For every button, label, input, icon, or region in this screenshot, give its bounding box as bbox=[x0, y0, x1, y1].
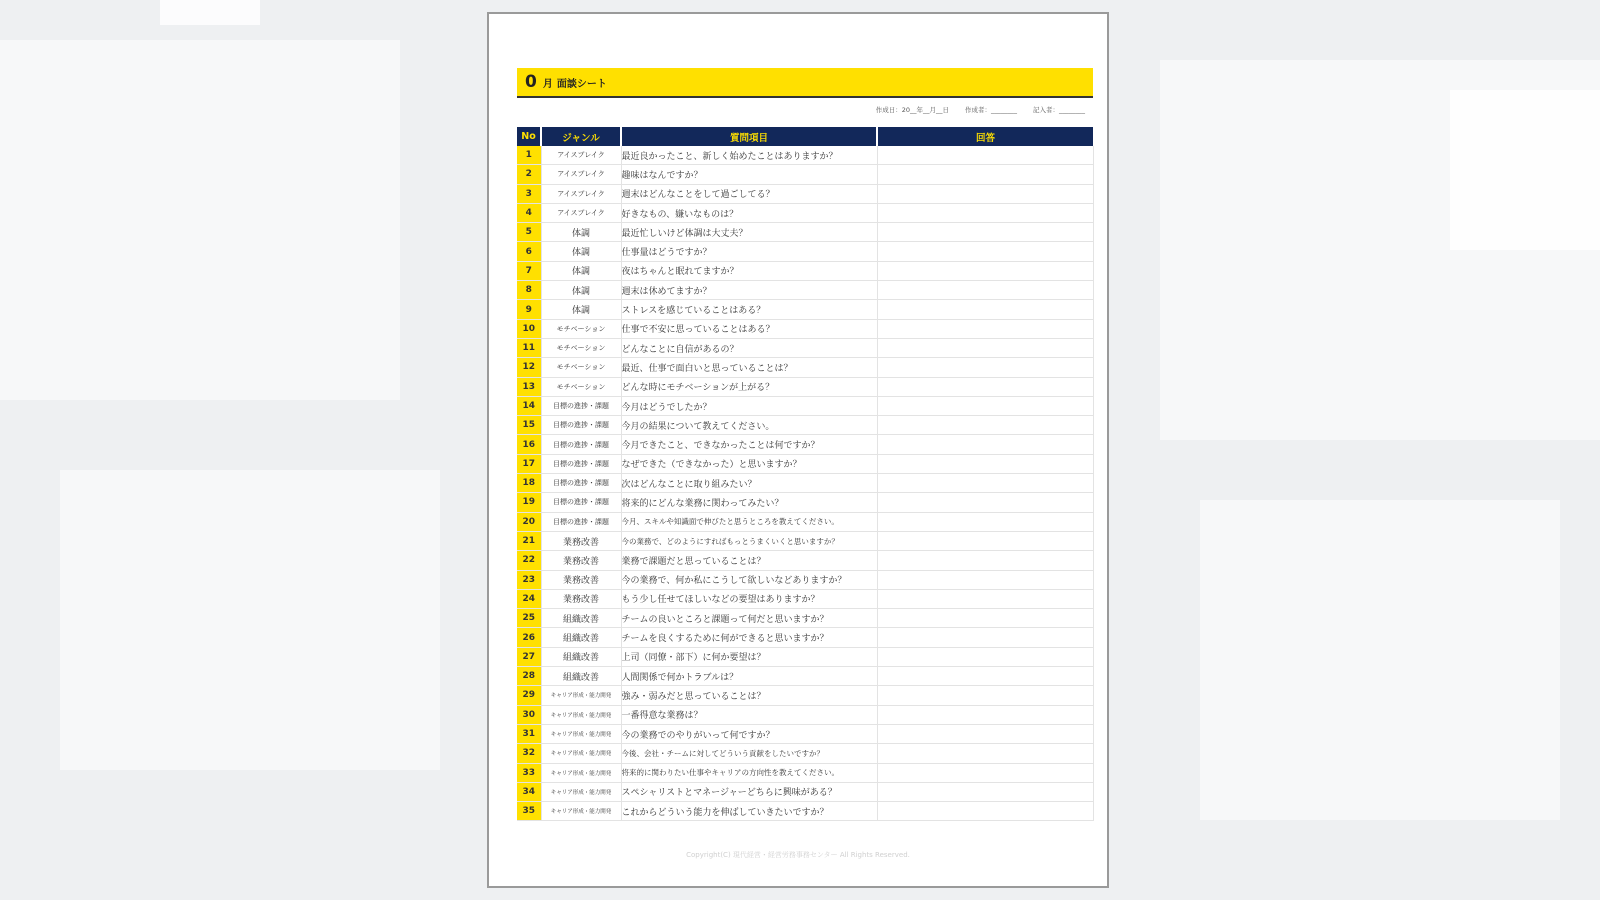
table-row bbox=[517, 686, 1093, 705]
row-genre: 体調 bbox=[541, 281, 621, 300]
row-genre: アイスブレイク bbox=[541, 146, 621, 165]
table-row bbox=[517, 184, 1093, 203]
row-question: 今の業務で、何か私にこうして欲しいなどありますか？ bbox=[621, 570, 877, 589]
table-row bbox=[517, 377, 1093, 396]
table-row bbox=[517, 570, 1093, 589]
answer-cell[interactable] bbox=[877, 435, 1093, 454]
page-title: 面談シート bbox=[556, 78, 607, 90]
row-genre: 業務改善 bbox=[541, 589, 621, 608]
answer-cell[interactable] bbox=[877, 589, 1093, 608]
row-number: 2 bbox=[517, 165, 541, 184]
row-number: 21 bbox=[517, 531, 541, 550]
row-question: 夜はちゃんと眠れてますか？ bbox=[621, 261, 877, 280]
row-question: 仕事量はどうですか？ bbox=[621, 242, 877, 261]
answer-cell[interactable] bbox=[877, 338, 1093, 357]
row-number: 17 bbox=[517, 454, 541, 473]
table-row bbox=[517, 300, 1093, 319]
row-question: 最近良かったこと、新しく始めたことはありますか？ bbox=[621, 146, 877, 165]
row-number: 30 bbox=[517, 705, 541, 724]
answer-cell[interactable] bbox=[877, 763, 1093, 782]
row-genre: モチベーション bbox=[541, 358, 621, 377]
row-question: 仕事で不安に思っていることはある？ bbox=[621, 319, 877, 338]
answer-cell[interactable] bbox=[877, 609, 1093, 628]
table-row bbox=[517, 203, 1093, 222]
row-number: 25 bbox=[517, 609, 541, 628]
row-number: 6 bbox=[517, 242, 541, 261]
row-question: 今月の結果について教えてください。 bbox=[621, 416, 877, 435]
answer-cell[interactable] bbox=[877, 802, 1093, 821]
answer-cell[interactable] bbox=[877, 705, 1093, 724]
row-number: 35 bbox=[517, 802, 541, 821]
table-row bbox=[517, 802, 1093, 821]
row-number: 28 bbox=[517, 667, 541, 686]
table-row bbox=[517, 146, 1093, 165]
row-number: 33 bbox=[517, 763, 541, 782]
answer-cell[interactable] bbox=[877, 686, 1093, 705]
row-question: 次はどんなことに取り組みたい？ bbox=[621, 474, 877, 493]
row-number: 4 bbox=[517, 203, 541, 222]
row-number: 12 bbox=[517, 358, 541, 377]
row-number: 27 bbox=[517, 647, 541, 666]
row-genre: 組織改善 bbox=[541, 609, 621, 628]
row-number: 14 bbox=[517, 396, 541, 415]
row-question: どんなことに自信があるの？ bbox=[621, 338, 877, 357]
row-genre: 組織改善 bbox=[541, 667, 621, 686]
row-number: 18 bbox=[517, 474, 541, 493]
row-question: もう少し任せてほしいなどの要望はありますか？ bbox=[621, 589, 877, 608]
row-genre: 目標の進捗・課題 bbox=[541, 512, 621, 531]
background-block bbox=[60, 470, 440, 770]
table-row bbox=[517, 242, 1093, 261]
background-block bbox=[1200, 500, 1560, 820]
table-row bbox=[517, 416, 1093, 435]
row-genre: 目標の進捗・課題 bbox=[541, 416, 621, 435]
row-question: チームの良いところと課題って何だと思いますか？ bbox=[621, 609, 877, 628]
row-question: 今月、スキルや知識面で伸びたと思うところを教えてください。 bbox=[621, 512, 877, 531]
answer-cell[interactable] bbox=[877, 281, 1093, 300]
answer-cell[interactable] bbox=[877, 146, 1093, 165]
table-row bbox=[517, 454, 1093, 473]
table-row bbox=[517, 223, 1093, 242]
row-number: 24 bbox=[517, 589, 541, 608]
row-number: 7 bbox=[517, 261, 541, 280]
row-question: 今月できたこと、できなかったことは何ですか？ bbox=[621, 435, 877, 454]
row-question: これからどういう能力を伸ばしていきたいですか？ bbox=[621, 802, 877, 821]
table-row bbox=[517, 589, 1093, 608]
table-row bbox=[517, 165, 1093, 184]
row-number: 13 bbox=[517, 377, 541, 396]
sheet-meta bbox=[876, 105, 1085, 114]
row-question: 人間関係で何かトラブルは？ bbox=[621, 667, 877, 686]
row-number: 31 bbox=[517, 724, 541, 743]
answer-cell[interactable] bbox=[877, 242, 1093, 261]
answer-cell[interactable] bbox=[877, 416, 1093, 435]
table-row bbox=[517, 338, 1093, 357]
background-block bbox=[0, 40, 400, 400]
row-question: 今後、会社・チームに対してどういう貢献をしたいですか？ bbox=[621, 744, 877, 763]
row-number: 10 bbox=[517, 319, 541, 338]
background-block bbox=[160, 0, 260, 25]
background-block bbox=[1450, 90, 1600, 250]
row-question: 将来的に関わりたい仕事やキャリアの方向性を教えてください。 bbox=[621, 763, 877, 782]
answer-cell[interactable] bbox=[877, 667, 1093, 686]
creator-field: 作成者：________ bbox=[965, 106, 1017, 114]
row-question: 今の業務で、どのようにすればもっとうまくいくと思いますか？ bbox=[621, 531, 877, 550]
row-genre: 体調 bbox=[541, 223, 621, 242]
row-genre: アイスブレイク bbox=[541, 203, 621, 222]
row-number: 15 bbox=[517, 416, 541, 435]
row-question: 業務で課題だと思っていることは？ bbox=[621, 551, 877, 570]
row-genre: 業務改善 bbox=[541, 531, 621, 550]
row-question: 上司（同僚・部下）に何か要望は？ bbox=[621, 647, 877, 666]
row-genre: キャリア形成・能力開発 bbox=[541, 802, 621, 821]
copyright-footer: Copyright(C) 現代経営・経営労務事務センター All Rights Reserved. bbox=[686, 851, 910, 859]
row-number: 23 bbox=[517, 570, 541, 589]
table-row bbox=[517, 744, 1093, 763]
answer-cell[interactable] bbox=[877, 744, 1093, 763]
date-field: 作成日：20__年__月__日 bbox=[875, 106, 949, 114]
answer-cell[interactable] bbox=[877, 628, 1093, 647]
row-genre: モチベーション bbox=[541, 338, 621, 357]
answer-cell[interactable] bbox=[877, 184, 1093, 203]
answer-cell[interactable] bbox=[877, 358, 1093, 377]
row-number: 16 bbox=[517, 435, 541, 454]
row-question: 今月はどうでしたか？ bbox=[621, 396, 877, 415]
row-question: 週末は休めてますか？ bbox=[621, 281, 877, 300]
table-row bbox=[517, 724, 1093, 743]
row-genre: キャリア形成・能力開発 bbox=[541, 686, 621, 705]
row-number: 8 bbox=[517, 281, 541, 300]
row-question: 今の業務でのやりがいって何ですか？ bbox=[621, 724, 877, 743]
row-question: 一番得意な業務は？ bbox=[621, 705, 877, 724]
row-number: 11 bbox=[517, 338, 541, 357]
row-number: 32 bbox=[517, 744, 541, 763]
row-number: 34 bbox=[517, 782, 541, 801]
row-number: 26 bbox=[517, 628, 541, 647]
answer-cell[interactable] bbox=[877, 165, 1093, 184]
answer-cell[interactable] bbox=[877, 474, 1093, 493]
answer-cell[interactable] bbox=[877, 724, 1093, 743]
header-answer: 回答 bbox=[877, 127, 1093, 146]
table-row bbox=[517, 474, 1093, 493]
row-number: 3 bbox=[517, 184, 541, 203]
writer-field: 記入者：________ bbox=[1033, 106, 1085, 114]
header-no: No bbox=[517, 127, 541, 146]
header-genre: ジャンル bbox=[541, 127, 621, 146]
answer-cell[interactable] bbox=[877, 570, 1093, 589]
row-number: 9 bbox=[517, 300, 541, 319]
row-question: 好きなもの、嫌いなものは？ bbox=[621, 203, 877, 222]
answer-cell[interactable] bbox=[877, 396, 1093, 415]
table-row bbox=[517, 396, 1093, 415]
row-genre: 目標の進捗・課題 bbox=[541, 454, 621, 473]
row-genre: 目標の進捗・課題 bbox=[541, 435, 621, 454]
row-question: チームを良くするために何ができると思いますか？ bbox=[621, 628, 877, 647]
answer-cell[interactable] bbox=[877, 454, 1093, 473]
document-page bbox=[487, 12, 1109, 888]
answer-cell[interactable] bbox=[877, 512, 1093, 531]
row-question: 趣味はなんですか？ bbox=[621, 165, 877, 184]
answer-cell[interactable] bbox=[877, 647, 1093, 666]
table-row bbox=[517, 493, 1093, 512]
table-row bbox=[517, 531, 1093, 550]
row-number: 5 bbox=[517, 223, 541, 242]
row-question: 将来的にどんな業務に関わってみたい？ bbox=[621, 493, 877, 512]
table-row bbox=[517, 512, 1093, 531]
row-question: 週末はどんなことをして過ごしてる？ bbox=[621, 184, 877, 203]
row-question: 強み・弱みだと思っていることは？ bbox=[621, 686, 877, 705]
row-question: 最近忙しいけど体調は大丈夫？ bbox=[621, 223, 877, 242]
row-genre: モチベーション bbox=[541, 377, 621, 396]
row-genre: 目標の進捗・課題 bbox=[541, 474, 621, 493]
row-question: ストレスを感じていることはある？ bbox=[621, 300, 877, 319]
answer-cell[interactable] bbox=[877, 203, 1093, 222]
row-genre: 目標の進捗・課題 bbox=[541, 493, 621, 512]
row-question: なぜできた（できなかった）と思いますか？ bbox=[621, 454, 877, 473]
answer-cell[interactable] bbox=[877, 319, 1093, 338]
row-genre: キャリア形成・能力開発 bbox=[541, 744, 621, 763]
title-month-number: 0 bbox=[525, 72, 537, 92]
table-row bbox=[517, 551, 1093, 570]
table-row bbox=[517, 628, 1093, 647]
table-body bbox=[517, 146, 1093, 821]
row-genre: アイスブレイク bbox=[541, 165, 621, 184]
row-genre: 業務改善 bbox=[541, 570, 621, 589]
answer-cell[interactable] bbox=[877, 300, 1093, 319]
row-question: 最近、仕事で面白いと思っていることは？ bbox=[621, 358, 877, 377]
row-genre: 目標の進捗・課題 bbox=[541, 396, 621, 415]
row-genre: 業務改善 bbox=[541, 551, 621, 570]
title-month-label: 月 bbox=[542, 78, 553, 90]
table-row bbox=[517, 281, 1093, 300]
row-number: 1 bbox=[517, 146, 541, 165]
row-number: 20 bbox=[517, 512, 541, 531]
row-genre: 体調 bbox=[541, 261, 621, 280]
table-row bbox=[517, 647, 1093, 666]
row-genre: 体調 bbox=[541, 242, 621, 261]
table-row bbox=[517, 435, 1093, 454]
answer-cell[interactable] bbox=[877, 493, 1093, 512]
header-question: 質問項目 bbox=[621, 127, 877, 146]
table-row bbox=[517, 705, 1093, 724]
table-row bbox=[517, 782, 1093, 801]
row-genre: 組織改善 bbox=[541, 647, 621, 666]
table-row bbox=[517, 763, 1093, 782]
row-genre: キャリア形成・能力開発 bbox=[541, 705, 621, 724]
row-genre: 体調 bbox=[541, 300, 621, 319]
row-genre: キャリア形成・能力開発 bbox=[541, 724, 621, 743]
row-genre: アイスブレイク bbox=[541, 184, 621, 203]
answer-cell[interactable] bbox=[877, 261, 1093, 280]
row-number: 22 bbox=[517, 551, 541, 570]
answer-cell[interactable] bbox=[877, 782, 1093, 801]
row-genre: キャリア形成・能力開発 bbox=[541, 782, 621, 801]
table-row bbox=[517, 261, 1093, 280]
row-question: スペシャリストとマネージャーどちらに興味がある？ bbox=[621, 782, 877, 801]
answer-cell[interactable] bbox=[877, 551, 1093, 570]
row-question: どんな時にモチベーションが上がる？ bbox=[621, 377, 877, 396]
table-row bbox=[517, 358, 1093, 377]
table-row bbox=[517, 319, 1093, 338]
row-genre: モチベーション bbox=[541, 319, 621, 338]
answer-cell[interactable] bbox=[877, 223, 1093, 242]
table-row bbox=[517, 609, 1093, 628]
answer-cell[interactable] bbox=[877, 531, 1093, 550]
row-genre: キャリア形成・能力開発 bbox=[541, 763, 621, 782]
table-row bbox=[517, 667, 1093, 686]
row-number: 19 bbox=[517, 493, 541, 512]
title-bar bbox=[517, 68, 1093, 98]
table-header-row bbox=[517, 127, 1093, 146]
row-number: 29 bbox=[517, 686, 541, 705]
answer-cell[interactable] bbox=[877, 377, 1093, 396]
interview-table bbox=[517, 127, 1094, 821]
row-genre: 組織改善 bbox=[541, 628, 621, 647]
